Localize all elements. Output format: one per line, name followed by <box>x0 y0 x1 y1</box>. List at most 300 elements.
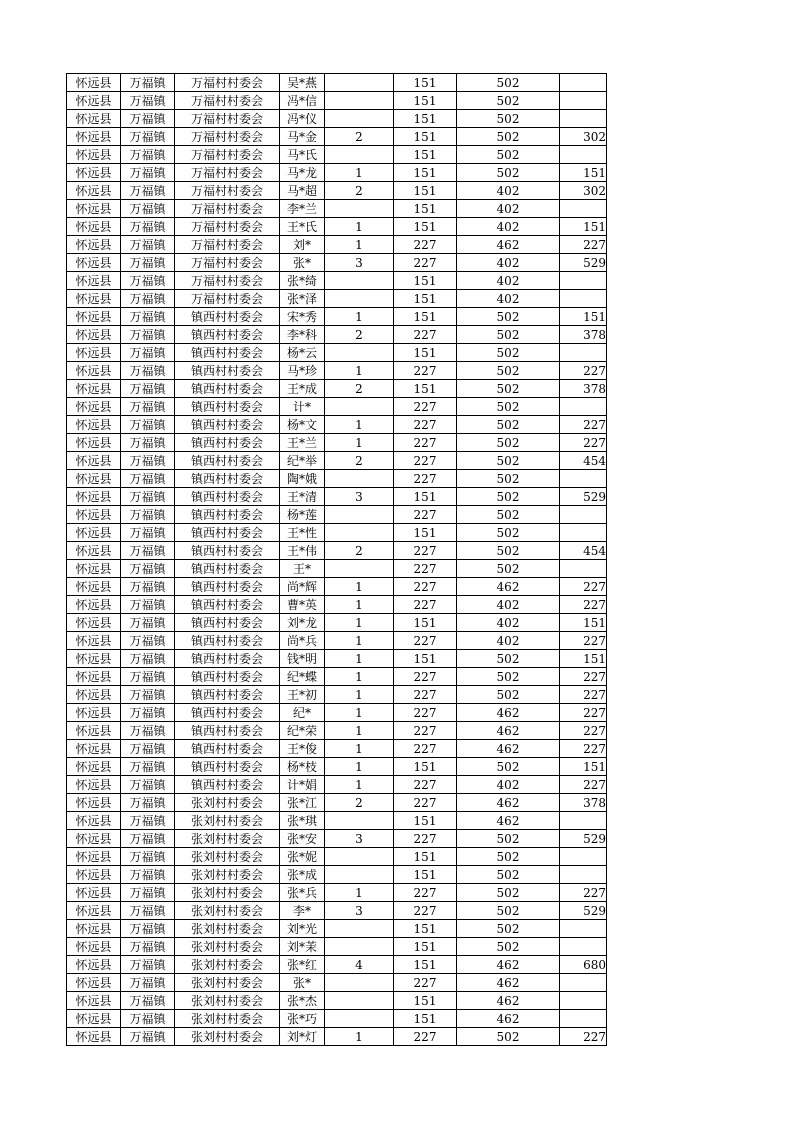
name-cell: 冯*信 <box>280 92 325 110</box>
town-cell: 万福镇 <box>121 992 175 1010</box>
county-cell: 怀远县 <box>67 488 121 506</box>
total-cell: 454 <box>560 542 607 560</box>
county-cell: 怀远县 <box>67 578 121 596</box>
county-cell: 怀远县 <box>67 380 121 398</box>
county-cell: 怀远县 <box>67 146 121 164</box>
total-cell: 529 <box>560 488 607 506</box>
village-cell: 万福村村委会 <box>175 200 280 218</box>
value-b-cell: 502 <box>457 92 560 110</box>
count-cell: 1 <box>325 416 394 434</box>
village-cell: 镇西村村委会 <box>175 542 280 560</box>
table-row <box>67 92 607 110</box>
name-cell: 计* <box>280 398 325 416</box>
value-b-cell: 402 <box>457 776 560 794</box>
town-cell: 万福镇 <box>121 884 175 902</box>
value-b-cell: 402 <box>457 182 560 200</box>
name-cell: 尚*辉 <box>280 578 325 596</box>
county-cell: 怀远县 <box>67 218 121 236</box>
table-row <box>67 326 607 344</box>
value-a-cell: 227 <box>394 560 457 578</box>
county-cell: 怀远县 <box>67 326 121 344</box>
town-cell: 万福镇 <box>121 1028 175 1046</box>
name-cell: 吴*燕 <box>280 74 325 92</box>
county-cell: 怀远县 <box>67 92 121 110</box>
value-a-cell: 227 <box>394 704 457 722</box>
county-cell: 怀远县 <box>67 992 121 1010</box>
value-a-cell: 227 <box>394 452 457 470</box>
name-cell: 纪*蝶 <box>280 668 325 686</box>
name-cell: 陶*娥 <box>280 470 325 488</box>
total-cell <box>560 470 607 488</box>
value-b-cell: 502 <box>457 668 560 686</box>
name-cell: 张*江 <box>280 794 325 812</box>
value-b-cell: 402 <box>457 614 560 632</box>
count-cell: 1 <box>325 308 394 326</box>
village-cell: 镇西村村委会 <box>175 578 280 596</box>
total-cell <box>560 848 607 866</box>
village-cell: 张刘村村委会 <box>175 812 280 830</box>
value-b-cell: 502 <box>457 164 560 182</box>
village-cell: 镇西村村委会 <box>175 740 280 758</box>
name-cell: 曹*英 <box>280 596 325 614</box>
town-cell: 万福镇 <box>121 434 175 452</box>
count-cell: 1 <box>325 686 394 704</box>
value-b-cell: 502 <box>457 884 560 902</box>
count-cell: 3 <box>325 488 394 506</box>
county-cell: 怀远县 <box>67 524 121 542</box>
town-cell: 万福镇 <box>121 542 175 560</box>
name-cell: 王*兰 <box>280 434 325 452</box>
total-cell <box>560 1010 607 1028</box>
village-cell: 万福村村委会 <box>175 182 280 200</box>
table-row <box>67 794 607 812</box>
value-a-cell: 151 <box>394 74 457 92</box>
value-b-cell: 502 <box>457 686 560 704</box>
county-cell: 怀远县 <box>67 128 121 146</box>
count-cell <box>325 92 394 110</box>
town-cell: 万福镇 <box>121 452 175 470</box>
value-a-cell: 227 <box>394 668 457 686</box>
village-cell: 万福村村委会 <box>175 164 280 182</box>
town-cell: 万福镇 <box>121 830 175 848</box>
value-a-cell: 151 <box>394 380 457 398</box>
village-cell: 镇西村村委会 <box>175 632 280 650</box>
village-cell: 万福村村委会 <box>175 290 280 308</box>
count-cell: 1 <box>325 1028 394 1046</box>
value-a-cell: 151 <box>394 146 457 164</box>
name-cell: 马*珍 <box>280 362 325 380</box>
village-cell: 镇西村村委会 <box>175 506 280 524</box>
county-cell: 怀远县 <box>67 920 121 938</box>
table-row <box>67 542 607 560</box>
table-row <box>67 830 607 848</box>
name-cell: 张*成 <box>280 866 325 884</box>
county-cell: 怀远县 <box>67 848 121 866</box>
name-cell: 刘* <box>280 236 325 254</box>
value-b-cell: 502 <box>457 848 560 866</box>
total-cell: 151 <box>560 164 607 182</box>
count-cell <box>325 290 394 308</box>
total-cell <box>560 74 607 92</box>
county-cell: 怀远县 <box>67 434 121 452</box>
name-cell: 王* <box>280 560 325 578</box>
value-a-cell: 151 <box>394 848 457 866</box>
value-a-cell: 227 <box>394 236 457 254</box>
town-cell: 万福镇 <box>121 308 175 326</box>
count-cell: 3 <box>325 902 394 920</box>
table-row <box>67 524 607 542</box>
count-cell: 1 <box>325 776 394 794</box>
table-row <box>67 668 607 686</box>
name-cell: 刘*龙 <box>280 614 325 632</box>
count-cell: 2 <box>325 380 394 398</box>
county-cell: 怀远县 <box>67 272 121 290</box>
total-cell <box>560 866 607 884</box>
name-cell: 李*科 <box>280 326 325 344</box>
total-cell <box>560 524 607 542</box>
village-cell: 镇西村村委会 <box>175 308 280 326</box>
town-cell: 万福镇 <box>121 848 175 866</box>
table-body <box>67 74 607 1046</box>
town-cell: 万福镇 <box>121 344 175 362</box>
name-cell: 纪*荣 <box>280 722 325 740</box>
table-row <box>67 434 607 452</box>
value-a-cell: 151 <box>394 866 457 884</box>
value-b-cell: 502 <box>457 506 560 524</box>
name-cell: 张*杰 <box>280 992 325 1010</box>
county-cell: 怀远县 <box>67 164 121 182</box>
total-cell: 227 <box>560 722 607 740</box>
total-cell <box>560 920 607 938</box>
table-row <box>67 758 607 776</box>
table-row <box>67 1028 607 1046</box>
value-a-cell: 151 <box>394 182 457 200</box>
count-cell: 2 <box>325 326 394 344</box>
name-cell: 王*初 <box>280 686 325 704</box>
value-b-cell: 502 <box>457 128 560 146</box>
count-cell: 1 <box>325 596 394 614</box>
value-b-cell: 402 <box>457 272 560 290</box>
table-row <box>67 128 607 146</box>
value-b-cell: 502 <box>457 902 560 920</box>
value-a-cell: 227 <box>394 470 457 488</box>
village-cell: 张刘村村委会 <box>175 956 280 974</box>
count-cell <box>325 920 394 938</box>
count-cell: 2 <box>325 452 394 470</box>
village-cell: 万福村村委会 <box>175 146 280 164</box>
value-b-cell: 402 <box>457 290 560 308</box>
town-cell: 万福镇 <box>121 272 175 290</box>
value-b-cell: 402 <box>457 596 560 614</box>
town-cell: 万福镇 <box>121 182 175 200</box>
table-row <box>67 344 607 362</box>
table-row <box>67 398 607 416</box>
table-row <box>67 290 607 308</box>
town-cell: 万福镇 <box>121 902 175 920</box>
village-cell: 镇西村村委会 <box>175 776 280 794</box>
table-row <box>67 200 607 218</box>
village-cell: 张刘村村委会 <box>175 1010 280 1028</box>
total-cell: 227 <box>560 416 607 434</box>
value-b-cell: 502 <box>457 452 560 470</box>
total-cell <box>560 506 607 524</box>
town-cell: 万福镇 <box>121 146 175 164</box>
county-cell: 怀远县 <box>67 614 121 632</box>
town-cell: 万福镇 <box>121 416 175 434</box>
table-row <box>67 452 607 470</box>
count-cell <box>325 398 394 416</box>
total-cell <box>560 812 607 830</box>
value-b-cell: 502 <box>457 542 560 560</box>
village-cell: 万福村村委会 <box>175 74 280 92</box>
count-cell: 2 <box>325 128 394 146</box>
county-cell: 怀远县 <box>67 956 121 974</box>
town-cell: 万福镇 <box>121 488 175 506</box>
data-table <box>66 73 607 1046</box>
value-a-cell: 151 <box>394 956 457 974</box>
village-cell: 张刘村村委会 <box>175 848 280 866</box>
total-cell: 227 <box>560 740 607 758</box>
total-cell <box>560 92 607 110</box>
county-cell: 怀远县 <box>67 722 121 740</box>
county-cell: 怀远县 <box>67 758 121 776</box>
count-cell <box>325 470 394 488</box>
table-row <box>67 182 607 200</box>
table-row <box>67 938 607 956</box>
table-row <box>67 920 607 938</box>
village-cell: 张刘村村委会 <box>175 902 280 920</box>
village-cell: 镇西村村委会 <box>175 398 280 416</box>
town-cell: 万福镇 <box>121 650 175 668</box>
table-row <box>67 164 607 182</box>
name-cell: 张*兵 <box>280 884 325 902</box>
table-row <box>67 866 607 884</box>
name-cell: 刘*茉 <box>280 938 325 956</box>
total-cell: 529 <box>560 830 607 848</box>
table-row <box>67 596 607 614</box>
value-b-cell: 502 <box>457 920 560 938</box>
value-b-cell: 502 <box>457 362 560 380</box>
town-cell: 万福镇 <box>121 668 175 686</box>
count-cell: 1 <box>325 668 394 686</box>
value-b-cell: 502 <box>457 380 560 398</box>
table-row <box>67 560 607 578</box>
name-cell: 王*俊 <box>280 740 325 758</box>
county-cell: 怀远县 <box>67 938 121 956</box>
county-cell: 怀远县 <box>67 398 121 416</box>
value-b-cell: 502 <box>457 74 560 92</box>
total-cell <box>560 344 607 362</box>
town-cell: 万福镇 <box>121 110 175 128</box>
value-b-cell: 462 <box>457 812 560 830</box>
value-a-cell: 227 <box>394 632 457 650</box>
village-cell: 张刘村村委会 <box>175 884 280 902</box>
name-cell: 杨*云 <box>280 344 325 362</box>
village-cell: 张刘村村委会 <box>175 794 280 812</box>
total-cell: 227 <box>560 362 607 380</box>
table-row <box>67 776 607 794</box>
total-cell: 227 <box>560 686 607 704</box>
name-cell: 张* <box>280 254 325 272</box>
town-cell: 万福镇 <box>121 596 175 614</box>
town-cell: 万福镇 <box>121 704 175 722</box>
village-cell: 镇西村村委会 <box>175 686 280 704</box>
count-cell <box>325 272 394 290</box>
table-row <box>67 110 607 128</box>
town-cell: 万福镇 <box>121 362 175 380</box>
county-cell: 怀远县 <box>67 884 121 902</box>
table-row <box>67 992 607 1010</box>
county-cell: 怀远县 <box>67 632 121 650</box>
name-cell: 纪*举 <box>280 452 325 470</box>
value-a-cell: 151 <box>394 812 457 830</box>
count-cell <box>325 74 394 92</box>
count-cell: 1 <box>325 884 394 902</box>
village-cell: 镇西村村委会 <box>175 326 280 344</box>
value-a-cell: 151 <box>394 992 457 1010</box>
name-cell: 王*氏 <box>280 218 325 236</box>
count-cell <box>325 848 394 866</box>
town-cell: 万福镇 <box>121 290 175 308</box>
name-cell: 李* <box>280 902 325 920</box>
village-cell: 万福村村委会 <box>175 92 280 110</box>
table-row <box>67 740 607 758</box>
count-cell <box>325 992 394 1010</box>
value-a-cell: 227 <box>394 326 457 344</box>
value-b-cell: 502 <box>457 938 560 956</box>
town-cell: 万福镇 <box>121 632 175 650</box>
town-cell: 万福镇 <box>121 1010 175 1028</box>
name-cell: 张*巧 <box>280 1010 325 1028</box>
county-cell: 怀远县 <box>67 560 121 578</box>
name-cell: 宋*秀 <box>280 308 325 326</box>
county-cell: 怀远县 <box>67 236 121 254</box>
village-cell: 张刘村村委会 <box>175 920 280 938</box>
village-cell: 镇西村村委会 <box>175 668 280 686</box>
table-row <box>67 506 607 524</box>
village-cell: 镇西村村委会 <box>175 470 280 488</box>
village-cell: 万福村村委会 <box>175 128 280 146</box>
table-row <box>67 812 607 830</box>
name-cell: 张*泽 <box>280 290 325 308</box>
value-a-cell: 151 <box>394 1010 457 1028</box>
name-cell: 纪* <box>280 704 325 722</box>
table-row <box>67 974 607 992</box>
county-cell: 怀远县 <box>67 200 121 218</box>
count-cell: 1 <box>325 218 394 236</box>
count-cell: 1 <box>325 362 394 380</box>
village-cell: 镇西村村委会 <box>175 344 280 362</box>
total-cell: 680 <box>560 956 607 974</box>
value-a-cell: 227 <box>394 794 457 812</box>
value-b-cell: 502 <box>457 866 560 884</box>
county-cell: 怀远县 <box>67 596 121 614</box>
value-b-cell: 402 <box>457 632 560 650</box>
value-b-cell: 502 <box>457 308 560 326</box>
town-cell: 万福镇 <box>121 722 175 740</box>
total-cell: 227 <box>560 434 607 452</box>
town-cell: 万福镇 <box>121 92 175 110</box>
count-cell <box>325 110 394 128</box>
total-cell: 227 <box>560 1028 607 1046</box>
village-cell: 镇西村村委会 <box>175 722 280 740</box>
total-cell: 151 <box>560 218 607 236</box>
name-cell: 钱*明 <box>280 650 325 668</box>
count-cell: 1 <box>325 164 394 182</box>
total-cell: 378 <box>560 794 607 812</box>
value-b-cell: 502 <box>457 560 560 578</box>
total-cell: 529 <box>560 902 607 920</box>
total-cell: 454 <box>560 452 607 470</box>
village-cell: 镇西村村委会 <box>175 416 280 434</box>
table-row <box>67 470 607 488</box>
count-cell: 1 <box>325 614 394 632</box>
value-a-cell: 151 <box>394 110 457 128</box>
name-cell: 杨*文 <box>280 416 325 434</box>
total-cell <box>560 974 607 992</box>
name-cell: 王*成 <box>280 380 325 398</box>
town-cell: 万福镇 <box>121 506 175 524</box>
name-cell: 王*清 <box>280 488 325 506</box>
total-cell: 378 <box>560 380 607 398</box>
name-cell: 杨*枝 <box>280 758 325 776</box>
village-cell: 镇西村村委会 <box>175 758 280 776</box>
count-cell: 1 <box>325 632 394 650</box>
count-cell <box>325 524 394 542</box>
total-cell <box>560 146 607 164</box>
total-cell <box>560 992 607 1010</box>
count-cell: 2 <box>325 542 394 560</box>
value-b-cell: 502 <box>457 416 560 434</box>
value-b-cell: 502 <box>457 398 560 416</box>
town-cell: 万福镇 <box>121 812 175 830</box>
count-cell: 1 <box>325 722 394 740</box>
value-b-cell: 502 <box>457 110 560 128</box>
name-cell: 冯*仪 <box>280 110 325 128</box>
value-a-cell: 151 <box>394 488 457 506</box>
name-cell: 杨*莲 <box>280 506 325 524</box>
name-cell: 张*红 <box>280 956 325 974</box>
county-cell: 怀远县 <box>67 308 121 326</box>
name-cell: 刘*灯 <box>280 1028 325 1046</box>
table-row <box>67 416 607 434</box>
value-b-cell: 462 <box>457 974 560 992</box>
county-cell: 怀远县 <box>67 812 121 830</box>
value-a-cell: 151 <box>394 758 457 776</box>
name-cell: 马*氏 <box>280 146 325 164</box>
town-cell: 万福镇 <box>121 686 175 704</box>
county-cell: 怀远县 <box>67 416 121 434</box>
county-cell: 怀远县 <box>67 704 121 722</box>
town-cell: 万福镇 <box>121 218 175 236</box>
value-a-cell: 151 <box>394 164 457 182</box>
count-cell <box>325 200 394 218</box>
town-cell: 万福镇 <box>121 974 175 992</box>
county-cell: 怀远县 <box>67 974 121 992</box>
count-cell: 3 <box>325 830 394 848</box>
table-row <box>67 308 607 326</box>
total-cell <box>560 290 607 308</box>
total-cell: 302 <box>560 182 607 200</box>
total-cell: 151 <box>560 308 607 326</box>
total-cell <box>560 938 607 956</box>
village-cell: 镇西村村委会 <box>175 596 280 614</box>
value-b-cell: 502 <box>457 830 560 848</box>
value-b-cell: 502 <box>457 524 560 542</box>
count-cell: 2 <box>325 182 394 200</box>
town-cell: 万福镇 <box>121 794 175 812</box>
village-cell: 镇西村村委会 <box>175 524 280 542</box>
